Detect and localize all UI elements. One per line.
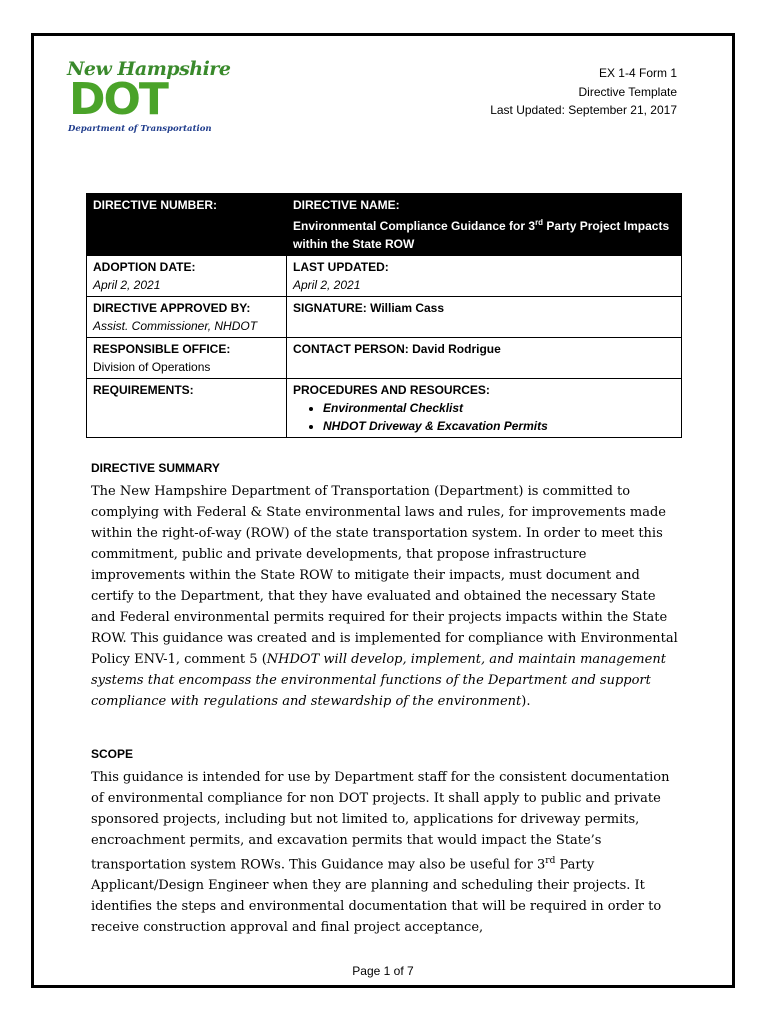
scope-heading: SCOPE — [91, 747, 134, 761]
signature: SIGNATURE: William Cass — [293, 301, 445, 315]
directive-name-label: DIRECTIVE NAME: — [293, 198, 400, 212]
template-last-updated: Last Updated: September 21, 2017 — [490, 103, 677, 117]
table-header-row — [87, 194, 682, 256]
table-row — [87, 297, 682, 338]
procedures-label: PROCEDURES AND RESOURCES: — [293, 383, 490, 397]
document-page — [31, 33, 735, 988]
last-updated-date: April 2, 2021 — [293, 278, 361, 292]
form-id: EX 1-4 Form 1 — [598, 66, 677, 80]
table-row — [87, 338, 682, 379]
approved-by: Assist. Commissioner, NHDOT — [93, 319, 258, 333]
table-row — [87, 379, 682, 438]
contact-person: CONTACT PERSON: David Rodrigue — [293, 342, 501, 356]
page-number: Page 1 of 7 — [352, 964, 414, 978]
approved-by-label: DIRECTIVE APPROVED BY: — [93, 301, 251, 315]
logo-dot-mark: DOT — [69, 74, 167, 125]
summary-body: The New Hampshire Department of Transportation (Department) is committed to complying with Federal & State environmental laws and rules, for improvements made within the right-of-way (ROW) of the state transportation system. In order to meet this commitment, public and private developments, that propose infrastructure improvements within the State ROW to mitigate their impacts, must document and certify to the Department, that they have evaluated and obtained the necessary State and Federal environmental permits required for their projects impacts within the State ROW. This guidance was created and is implemented for compliance with Environmental Policy ENV-1, comment 5 (NHDOT will develop, implement, and maintain management systems that encompass the environmental functions of the Department and support compliance with regulations and stewardship of the environment). — [91, 484, 678, 709]
adoption-date: April 2, 2021 — [93, 278, 161, 292]
directive-name: Environmental Compliance Guidance for 3rd Party Project Impacts within the State ROW — [293, 218, 670, 251]
scope-body: This guidance is intended for use by Department staff for the consistent documentation of environmental compliance for non DOT projects. It shall apply to public and private sponsored projects, including but not limited to, applications for driveway permits, encroachment permits, and excavation permits that would impact the State’s transportation system ROWs. This Guidance may also be useful for 3rd Party Applicant/Design Engineer when they are planning and scheduling their projects. It identifies the steps and environmental documentation that will be required in order to receive construction approval and final project acceptance, — [91, 770, 670, 936]
template-label: Directive Template — [578, 84, 677, 99]
directive-table — [86, 193, 682, 438]
adoption-date-label: ADOPTION DATE: — [93, 260, 196, 274]
summary-heading: DIRECTIVE SUMMARY — [91, 461, 220, 475]
logo-department-text: Department of Transportation — [68, 124, 212, 134]
logo-script-text: New Hampshire — [67, 58, 231, 80]
procedures-list — [293, 399, 675, 435]
list-item: • Environmental Checklist — [323, 399, 675, 417]
last-updated-label: LAST UPDATED: — [293, 260, 389, 274]
directive-name-cell — [287, 194, 682, 256]
table-row — [87, 256, 682, 297]
directive-number-label: DIRECTIVE NUMBER: — [87, 194, 287, 256]
responsible-office-label: RESPONSIBLE OFFICE: — [93, 342, 231, 356]
list-item: • NHDOT Driveway & Excavation Permits — [323, 417, 675, 435]
header-info — [490, 64, 677, 120]
nhdot-logo — [67, 58, 231, 138]
responsible-office: Division of Operations — [93, 360, 211, 374]
requirements-label: REQUIREMENTS: — [93, 383, 194, 397]
